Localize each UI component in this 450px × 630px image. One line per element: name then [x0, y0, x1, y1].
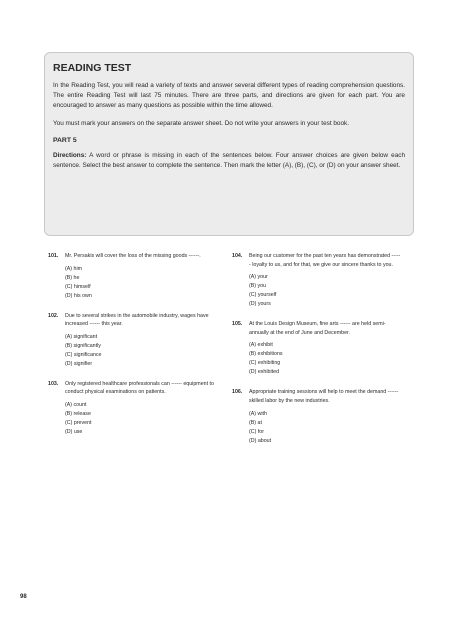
answer-options [65, 333, 218, 369]
option-b[interactable]: (B) you [249, 283, 267, 290]
option-c[interactable]: (C) for [249, 428, 265, 435]
question-number: 102. [48, 312, 59, 319]
option-c[interactable]: (C) exhibiting [249, 360, 281, 367]
answer-options [65, 401, 218, 437]
option-d[interactable]: (D) about [249, 437, 272, 444]
option-a[interactable]: (A) count [65, 401, 87, 408]
option-c[interactable]: (C) himself [65, 283, 91, 290]
option-d[interactable]: (D) exhibited [249, 369, 280, 376]
question-number: 101. [48, 253, 59, 259]
intro-paragraph: In the Reading Test, you will read a variety of texts and answer several different types of reading comprehension questions. The entire Reading Test will last 75 minutes. There are three parts, and directions are given for each part. You are encouraged to answer as many questions as possible within the time allowed. [53, 82, 405, 109]
answer-sheet-instruction: You must mark your answers on the separate answer sheet. Do not write your answers in your test book. [53, 120, 350, 127]
question-text: Mr. Persakis will cover the loss of the missing goods ------. [65, 253, 201, 259]
option-a[interactable]: (A) significant [65, 333, 98, 340]
option-b[interactable]: (B) release [65, 410, 91, 417]
directions-paragraph [53, 151, 405, 171]
question-text: Being our customer for the past ten years has demonstrated ------ loyalty to us, and for that, we give our sincere thanks to you. [249, 253, 401, 268]
question-number: 106. [232, 389, 243, 396]
option-d[interactable]: (D) use [65, 428, 83, 435]
option-c[interactable]: (C) yourself [249, 292, 277, 299]
page-number: 98 [20, 594, 27, 600]
option-c[interactable]: (C) significance [65, 351, 102, 358]
answer-options [249, 273, 402, 309]
question-104 [232, 252, 402, 309]
option-c[interactable]: (C) prevent [65, 419, 92, 426]
question-text: Only registered healthcare professionals can ------ equipment to conduct physical examinations on patients. [65, 380, 214, 396]
question-number: 103. [48, 380, 59, 387]
option-b[interactable]: (B) he [65, 274, 80, 281]
option-d[interactable]: (D) yours [249, 301, 271, 308]
question-text: At the Louis Design Museum, fine arts ------ are held semi-annually at the end of June and December. [249, 321, 386, 336]
answer-options [65, 265, 218, 301]
reading-test-intro-box [44, 52, 414, 236]
question-number: 104. [232, 253, 243, 259]
section-title: READING TEST [53, 62, 132, 74]
option-d[interactable]: (D) his own [65, 292, 92, 299]
option-a[interactable]: (A) your [249, 274, 268, 281]
option-a[interactable]: (A) with [249, 410, 267, 417]
question-105 [232, 320, 402, 377]
option-d[interactable]: (D) signifier [65, 360, 93, 367]
option-b[interactable]: (B) exhibitions [249, 351, 283, 358]
questions-column-right [232, 252, 402, 457]
option-b[interactable]: (B) significantly [65, 342, 101, 349]
question-103 [48, 380, 218, 437]
question-106 [232, 388, 402, 445]
question-text: Appropriate training sessions will help to meet the demand ------ skilled labor by the new industries. [249, 389, 399, 404]
answer-options [249, 410, 402, 446]
option-a[interactable]: (A) exhibit [249, 342, 273, 349]
question-102 [48, 312, 218, 369]
answer-options [249, 341, 402, 377]
questions-column-left [48, 252, 218, 448]
question-101 [48, 252, 218, 301]
question-number: 105. [232, 321, 243, 328]
part-title: PART 5 [53, 137, 77, 144]
question-text: Due to several strikes in the automobile industry, wages have increased ------ this year. [65, 312, 209, 328]
directions-text: A word or phrase is missing in each of the sentences below. Four answer choices are given below each sentence. Select the best answer to complete the sentence. Then mark the letter (A), (B), (C), or (D) on your answer sheet. [53, 152, 405, 169]
directions-label: Directions: [53, 152, 87, 159]
option-b[interactable]: (B) at [249, 419, 262, 426]
option-a[interactable]: (A) him [65, 265, 83, 272]
